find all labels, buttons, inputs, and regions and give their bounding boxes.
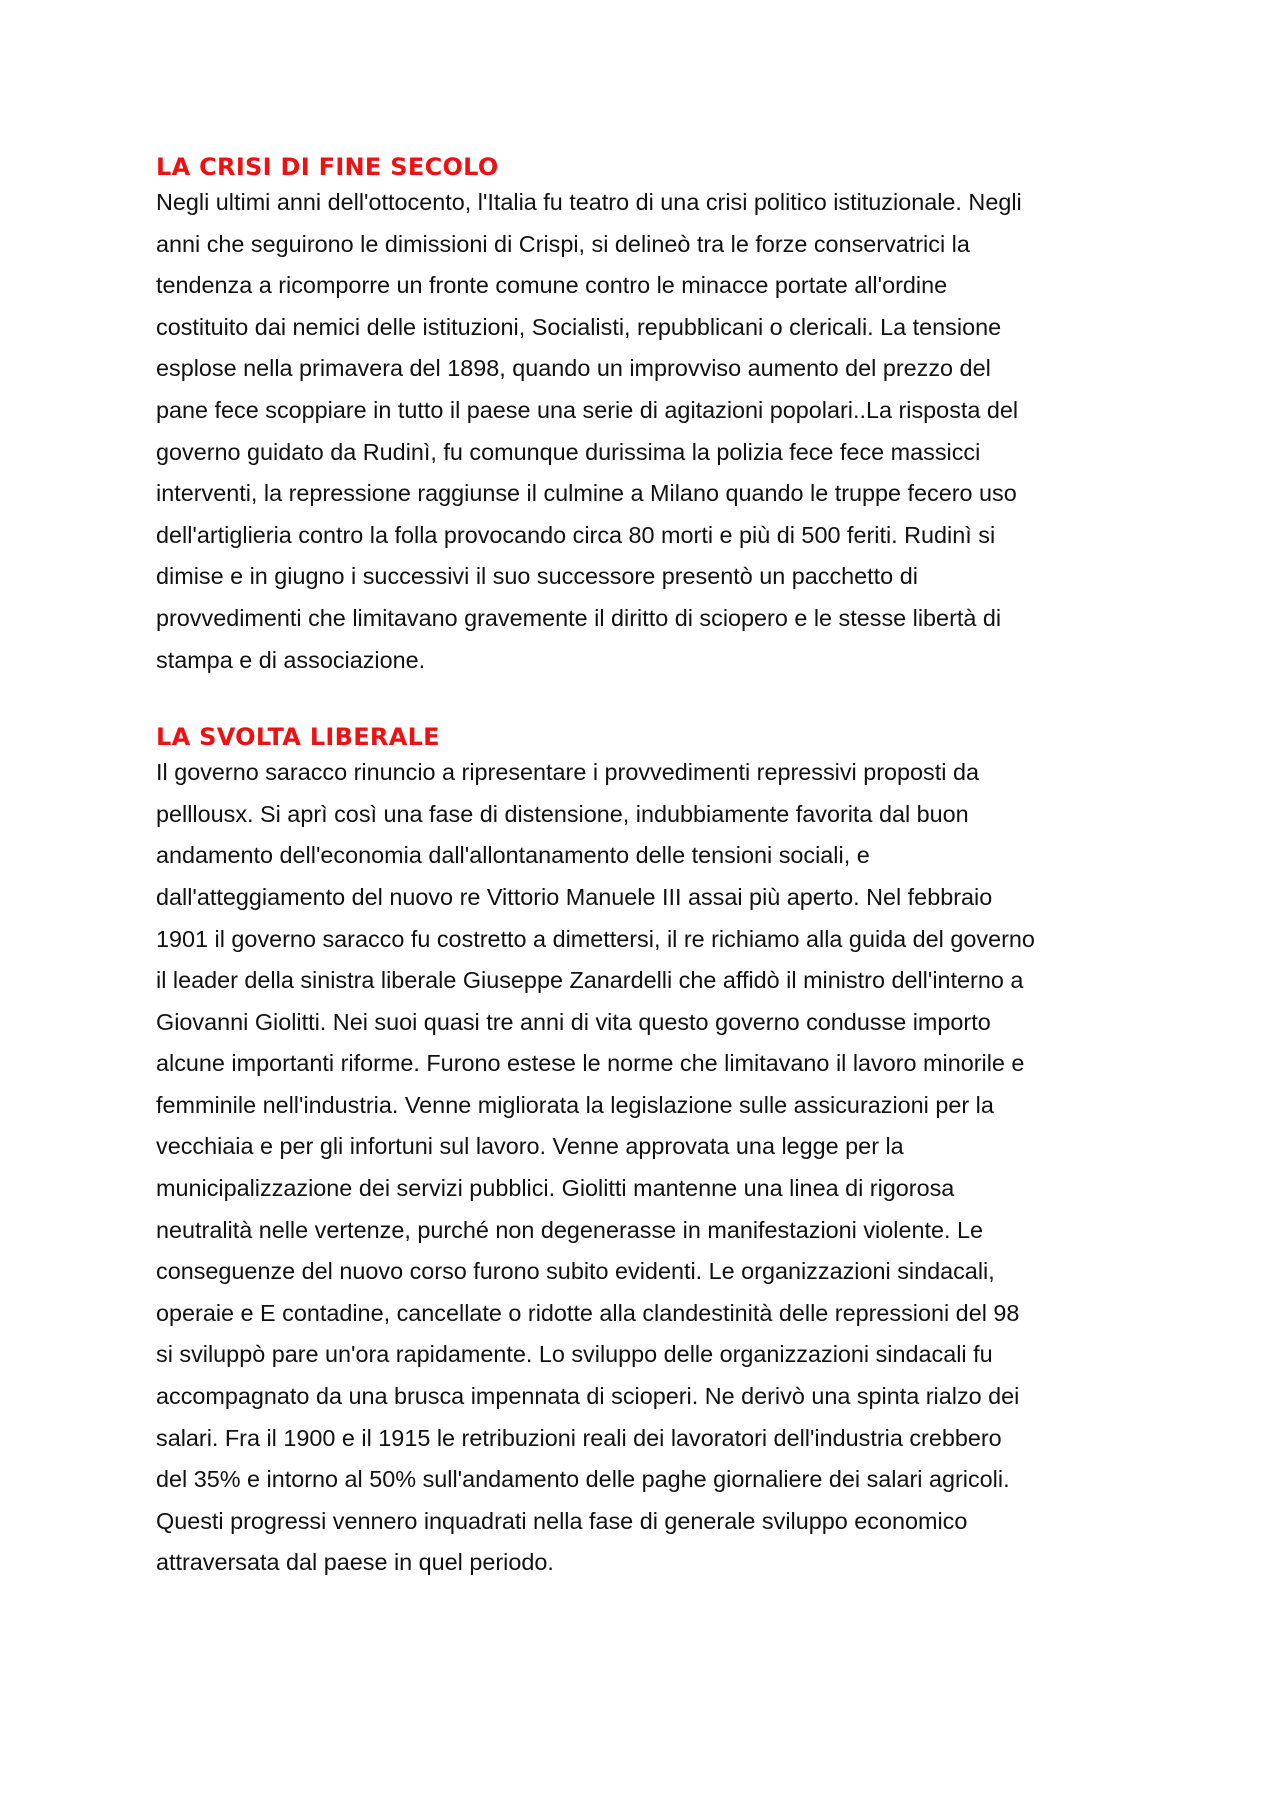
paragraph-line: stampa e di associazione. — [156, 646, 426, 673]
paragraph-line: operaie e E contadine, cancellate o ridotte alla clandestinità delle repressioni del 98 — [156, 1299, 1020, 1326]
paragraph-line: Negli ultimi anni dell'ottocento, l'Italia fu teatro di una crisi politico istituzionale. Negli — [156, 189, 1022, 215]
paragraph-line: femminile nell'industria. Venne migliorata la legislazione sulle assicurazioni per la — [156, 1091, 994, 1118]
paragraph-line: vecchiaia e per gli infortuni sul lavoro. Venne approvata una legge per la — [156, 1133, 904, 1160]
paragraph-line: pane fece scoppiare in tutto il paese una serie di agitazioni popolari..La risposta del — [156, 396, 1019, 423]
paragraph-line: 1901 il governo saracco fu costretto a dimettersi, il re richiamo alla guida del governo — [156, 925, 1035, 952]
section-crisi-fine-secolo — [156, 152, 1136, 681]
paragraph-line: Questi progressi vennero inquadrati nella fase di generale sviluppo economico — [156, 1507, 968, 1534]
paragraph-line: tendenza a ricomporre un fronte comune contro le minacce portate all'ordine — [156, 272, 948, 299]
section-heading: LA CRISI DI FINE SECOLO — [156, 153, 499, 181]
paragraph-line: provvedimenti che limitavano gravemente il diritto di sciopero e le stesse libertà di — [156, 604, 1002, 631]
section-heading: LA SVOLTA LIBERALE — [156, 723, 440, 752]
paragraph-line: esplose nella primavera del 1898, quando un improvviso aumento del prezzo del — [156, 355, 991, 382]
section-paragraph — [156, 752, 1136, 1584]
paragraph-line: neutralità nelle vertenze, purché non degenerasse in manifestazioni violente. Le — [156, 1216, 983, 1243]
paragraph-line: attraversata dal paese in quel periodo. — [156, 1549, 554, 1576]
paragraph-line: il leader della sinistra liberale Giuseppe Zanardelli che affidò il ministro dell'interno a — [156, 967, 1024, 994]
paragraph-line: andamento dell'economia dall'allontanamento delle tensioni sociali, e — [156, 842, 870, 869]
paragraph-line: anni che seguirono le dimissioni di Crispi, si delineò tra le forze conservatrici la — [156, 230, 970, 257]
paragraph-line: del 35% e intorno al 50% sull'andamento delle paghe giornaliere dei salari agricoli. — [156, 1466, 1010, 1493]
paragraph-line: accompagnato da una brusca impennata di scioperi. Ne derivò una spinta rialzo dei — [156, 1383, 1020, 1410]
section-svolta-liberale — [156, 722, 1136, 1584]
paragraph-line: conseguenze del nuovo corso furono subito evidenti. Le organizzazioni sindacali, — [156, 1258, 995, 1285]
paragraph-line: dall'atteggiamento del nuovo re Vittorio Manuele III assai più aperto. Nel febbraio — [156, 883, 993, 910]
paragraph-line: salari. Fra il 1900 e il 1915 le retribuzioni reali dei lavoratori dell'industria crebbero — [156, 1424, 1002, 1451]
paragraph-line: interventi, la repressione raggiunse il culmine a Milano quando le truppe fecero uso — [156, 480, 1017, 507]
paragraph-line: pelllousx. Si aprì così una fase di distensione, indubbiamente favorita dal buon — [156, 800, 969, 827]
paragraph-line: si sviluppò pare un'ora rapidamente. Lo sviluppo delle organizzazioni sindacali fu — [156, 1341, 993, 1368]
paragraph-line: Il governo saracco rinuncio a ripresentare i provvedimenti repressivi proposti da — [156, 759, 979, 786]
section-paragraph — [156, 182, 1136, 681]
paragraph-line: dell'artiglieria contro la folla provocando circa 80 morti e più di 500 feriti. Rudinì si — [156, 521, 996, 548]
document-page — [156, 152, 1136, 1584]
paragraph-line: alcune importanti riforme. Furono estese le norme che limitavano il lavoro minorile e — [156, 1050, 1025, 1077]
paragraph-line: municipalizzazione dei servizi pubblici. Giolitti mantenne una linea di rigorosa — [156, 1175, 955, 1202]
paragraph-line: governo guidato da Rudinì, fu comunque durissima la polizia fece fece massicci — [156, 438, 981, 465]
paragraph-line: costituito dai nemici delle istituzioni, Socialisti, repubblicani o clericali. La tensione — [156, 313, 1002, 340]
paragraph-line: dimise e in giugno i successivi il suo successore presentò un pacchetto di — [156, 563, 918, 590]
paragraph-line: Giovanni Giolitti. Nei suoi quasi tre anni di vita questo governo condusse importo — [156, 1008, 991, 1035]
